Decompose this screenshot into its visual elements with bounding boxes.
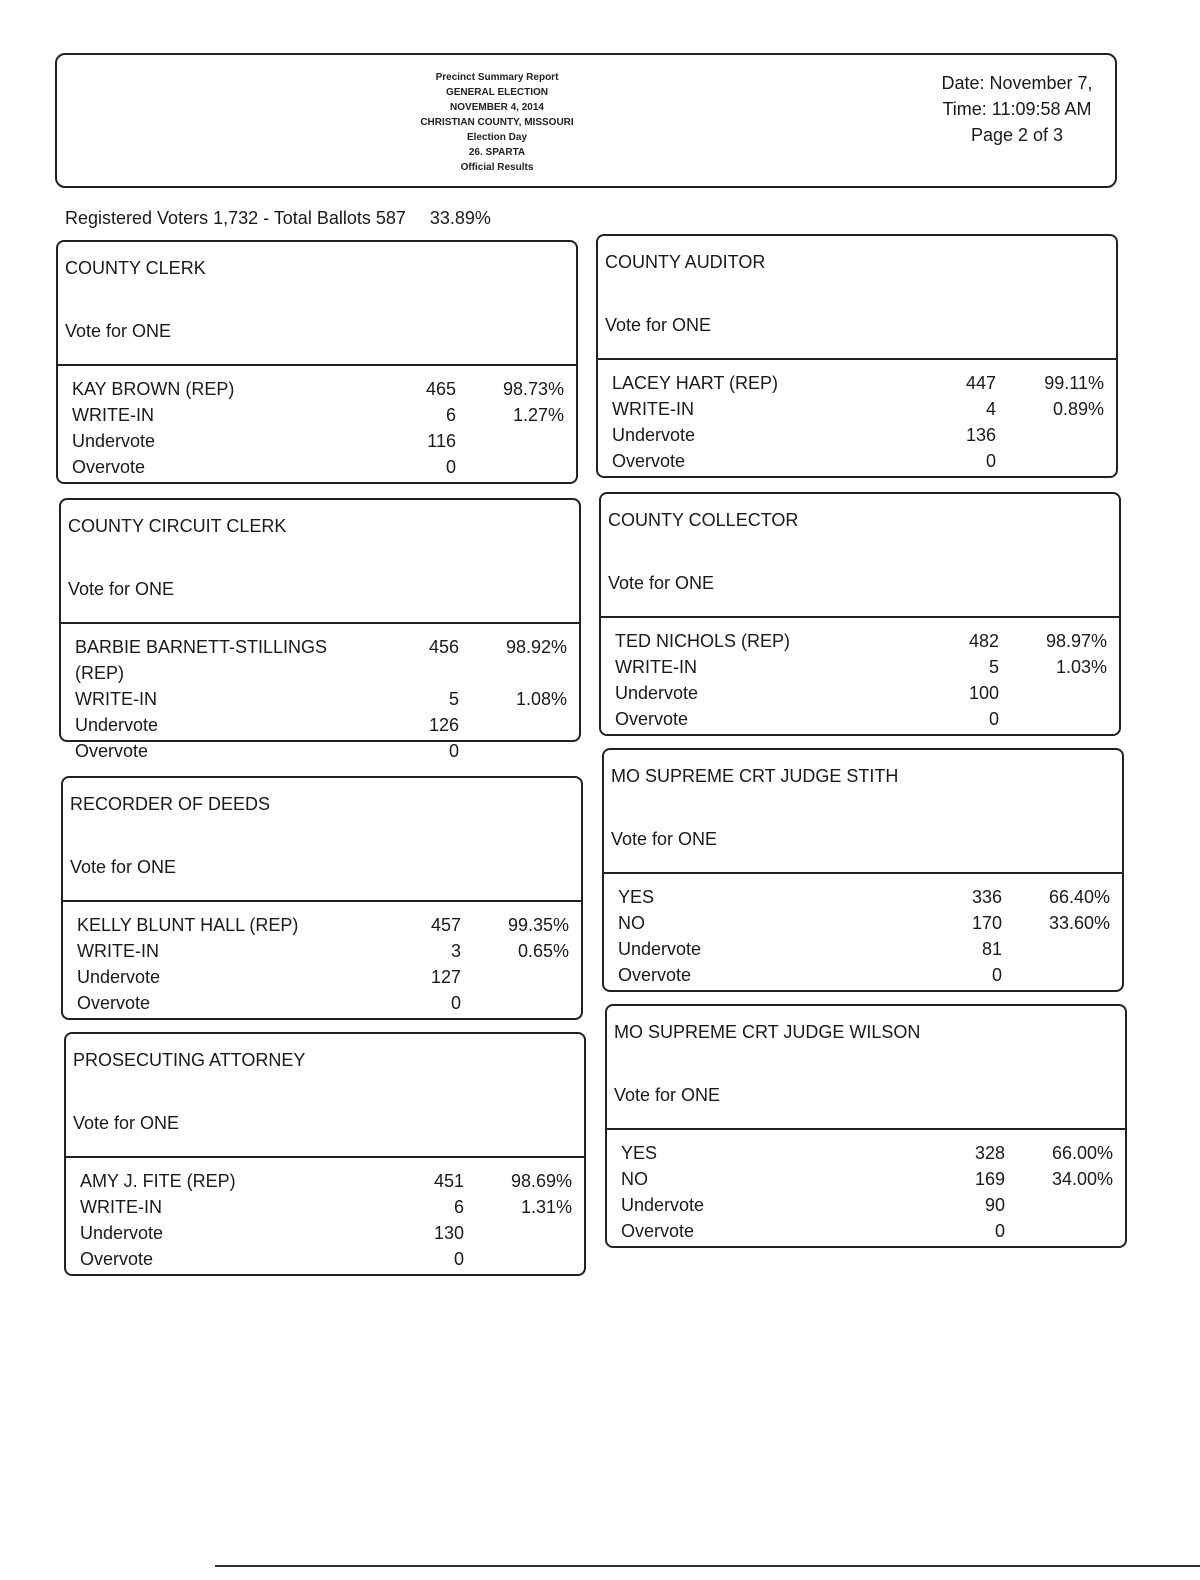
result-row <box>61 738 579 764</box>
candidate-name: WRITE-IN <box>612 399 694 419</box>
vote-percent: 98.92% <box>505 637 567 657</box>
vote-count: 3 <box>450 941 461 961</box>
candidate-name: KELLY BLUNT HALL (REP) <box>77 915 299 935</box>
race-divider <box>58 364 576 366</box>
result-rows <box>601 628 1119 732</box>
candidate-name: WRITE-IN <box>80 1197 162 1217</box>
candidate-name: BARBIE BARNETT-STILLINGS (REP) <box>75 637 328 683</box>
vote-count: 328 <box>974 1143 1005 1163</box>
result-row <box>604 936 1122 962</box>
vote-count: 336 <box>971 887 1002 907</box>
candidate-name: NO <box>621 1169 648 1189</box>
candidate-name: Undervote <box>75 715 159 735</box>
vote-percent: 0.89% <box>1052 399 1104 419</box>
result-row <box>598 370 1116 396</box>
vote-count: 130 <box>433 1223 464 1243</box>
report-title-line: GENERAL ELECTION <box>445 87 549 98</box>
race-divider <box>604 872 1122 874</box>
candidate-name: Overvote <box>615 709 689 729</box>
result-row <box>63 938 581 964</box>
vote-count: 116 <box>427 431 456 451</box>
vote-count: 0 <box>448 741 459 761</box>
race-divider <box>66 1156 584 1158</box>
vote-count: 5 <box>988 657 999 677</box>
vote-percent: 66.40% <box>1048 887 1110 907</box>
result-row <box>604 884 1122 910</box>
candidate-name: KAY BROWN (REP) <box>72 379 235 399</box>
vote-count: 5 <box>448 689 459 709</box>
result-row <box>58 454 576 480</box>
vote-for-label: Vote for ONE <box>70 857 177 877</box>
result-row <box>601 628 1119 654</box>
candidate-name: Undervote <box>80 1223 164 1243</box>
vote-count: 0 <box>994 1221 1005 1241</box>
candidate-name: Undervote <box>615 683 699 703</box>
candidate-name: YES <box>621 1143 658 1163</box>
vote-for-label: Vote for ONE <box>614 1085 721 1105</box>
race-title: COUNTY COLLECTOR <box>608 510 799 530</box>
report-title-line: Election Day <box>466 132 528 143</box>
candidate-name: Undervote <box>621 1195 705 1215</box>
vote-count: 136 <box>965 425 996 445</box>
vote-count: 90 <box>984 1195 1005 1215</box>
vote-count: 0 <box>453 1249 464 1269</box>
vote-for-label: Vote for ONE <box>68 579 175 599</box>
report-title-line: NOVEMBER 4, 2014 <box>450 102 544 113</box>
vote-percent: 33.60% <box>1048 913 1110 933</box>
result-row <box>607 1218 1125 1244</box>
candidate-name: YES <box>618 887 655 907</box>
candidate-name: Undervote <box>72 431 156 451</box>
vote-for-label: Vote for ONE <box>605 315 712 335</box>
race-title: COUNTY CLERK <box>65 258 206 278</box>
report-time: Time: 11:09:58 AM <box>942 99 1092 119</box>
race-title: PROSECUTING ATTORNEY <box>73 1050 306 1070</box>
vote-for-label: Vote for ONE <box>73 1113 180 1133</box>
vote-percent: 98.69% <box>510 1171 572 1191</box>
report-title-line: 26. SPARTA <box>468 147 526 158</box>
vote-count: 0 <box>985 451 996 471</box>
candidate-name: Overvote <box>72 457 146 477</box>
report-title-block <box>397 70 597 175</box>
result-row <box>607 1192 1125 1218</box>
race-title: COUNTY CIRCUIT CLERK <box>68 516 287 536</box>
vote-percent: 34.00% <box>1051 1169 1113 1189</box>
candidate-name: WRITE-IN <box>72 405 154 425</box>
candidate-name: NO <box>618 913 645 933</box>
candidate-name: AMY J. FITE (REP) <box>80 1171 236 1191</box>
result-row <box>58 402 576 428</box>
report-header <box>55 53 1117 188</box>
race-title: MO SUPREME CRT JUDGE WILSON <box>614 1022 921 1042</box>
result-row <box>58 376 576 402</box>
vote-percent: 1.27% <box>512 405 564 425</box>
registered-voters-text: Registered Voters 1,732 - Total Ballots 587 <box>65 208 406 228</box>
race-box <box>61 776 583 1020</box>
candidate-name: Overvote <box>612 451 686 471</box>
race-divider <box>598 358 1116 360</box>
result-row <box>66 1220 584 1246</box>
report-date: Date: November 7, <box>941 73 1093 93</box>
result-row <box>607 1140 1125 1166</box>
vote-count: 0 <box>445 457 456 477</box>
result-row <box>601 680 1119 706</box>
result-row <box>598 396 1116 422</box>
result-row <box>63 964 581 990</box>
report-title-line: Precinct Summary Report <box>435 72 559 83</box>
vote-count: 447 <box>965 373 996 393</box>
candidate-name: WRITE-IN <box>77 941 159 961</box>
result-row <box>607 1166 1125 1192</box>
result-row <box>63 990 581 1016</box>
vote-count: 169 <box>974 1169 1005 1189</box>
race-title: RECORDER OF DEEDS <box>70 794 271 814</box>
vote-percent: 1.31% <box>520 1197 572 1217</box>
vote-count: 457 <box>430 915 461 935</box>
result-row <box>66 1168 584 1194</box>
result-row <box>61 686 579 712</box>
result-row <box>604 910 1122 936</box>
candidate-name: Overvote <box>80 1249 154 1269</box>
candidate-name: WRITE-IN <box>75 689 157 709</box>
result-rows <box>607 1140 1125 1244</box>
race-divider <box>63 900 581 902</box>
vote-count: 100 <box>968 683 999 703</box>
vote-count: 6 <box>453 1197 464 1217</box>
vote-for-label: Vote for ONE <box>608 573 715 593</box>
race-divider <box>607 1128 1125 1130</box>
result-rows <box>58 376 576 480</box>
candidate-name: Undervote <box>618 939 702 959</box>
vote-percent: 99.35% <box>507 915 569 935</box>
result-row <box>604 962 1122 988</box>
race-box <box>64 1032 586 1276</box>
vote-percent: 66.00% <box>1051 1143 1113 1163</box>
result-rows <box>604 884 1122 988</box>
vote-count: 127 <box>430 967 461 987</box>
vote-percent: 99.11% <box>1044 373 1104 393</box>
vote-count: 4 <box>985 399 996 419</box>
vote-percent: 98.97% <box>1045 631 1107 651</box>
report-title-line: CHRISTIAN COUNTY, MISSOURI <box>420 117 574 128</box>
page-indicator: Page 2 of 3 <box>970 125 1064 145</box>
vote-percent: 1.03% <box>1055 657 1107 677</box>
turnout-summary <box>65 208 491 229</box>
report-title-line: Official Results <box>460 162 534 173</box>
vote-count: 0 <box>988 709 999 729</box>
vote-count: 482 <box>968 631 999 651</box>
candidate-name: LACEY HART (REP) <box>612 373 779 393</box>
race-box <box>602 748 1124 992</box>
candidate-name: Overvote <box>621 1221 695 1241</box>
candidate-name: Overvote <box>75 741 149 761</box>
result-row <box>598 422 1116 448</box>
vote-percent: 0.65% <box>517 941 569 961</box>
race-title: COUNTY AUDITOR <box>605 252 766 272</box>
candidate-name: TED NICHOLS (REP) <box>615 631 791 651</box>
vote-count: 0 <box>450 993 461 1013</box>
race-title: MO SUPREME CRT JUDGE STITH <box>611 766 899 786</box>
race-box <box>605 1004 1127 1248</box>
race-divider <box>61 622 579 624</box>
bottom-rule <box>215 1565 1200 1567</box>
result-row <box>598 448 1116 474</box>
candidate-name: Overvote <box>618 965 692 985</box>
vote-count: 0 <box>991 965 1002 985</box>
result-row <box>63 912 581 938</box>
result-row <box>61 634 579 686</box>
candidate-name: Undervote <box>612 425 696 445</box>
candidate-name: Undervote <box>77 967 161 987</box>
result-row <box>601 706 1119 732</box>
vote-count: 170 <box>971 913 1002 933</box>
result-rows <box>66 1168 584 1272</box>
result-row <box>58 428 576 454</box>
vote-count: 451 <box>433 1171 464 1191</box>
vote-count: 6 <box>445 405 456 425</box>
result-row <box>66 1246 584 1272</box>
result-row <box>66 1194 584 1220</box>
result-rows <box>61 634 579 764</box>
result-rows <box>63 912 581 1016</box>
report-meta <box>927 70 1107 148</box>
race-box <box>596 234 1118 478</box>
result-row <box>601 654 1119 680</box>
turnout-percent: 33.89% <box>429 208 491 228</box>
candidate-name: WRITE-IN <box>615 657 697 677</box>
vote-for-label: Vote for ONE <box>611 829 718 849</box>
race-box <box>59 498 581 761</box>
race-box <box>56 240 578 484</box>
vote-count: 456 <box>428 637 459 657</box>
vote-percent: 1.08% <box>515 689 567 709</box>
vote-percent: 98.73% <box>502 379 564 399</box>
vote-count: 81 <box>981 939 1002 959</box>
race-divider <box>601 616 1119 618</box>
vote-count: 465 <box>425 379 456 399</box>
candidate-name: Overvote <box>77 993 151 1013</box>
vote-for-label: Vote for ONE <box>65 321 172 341</box>
vote-count: 126 <box>428 715 459 735</box>
race-box <box>599 492 1121 736</box>
result-row <box>61 712 579 738</box>
result-rows <box>598 370 1116 474</box>
